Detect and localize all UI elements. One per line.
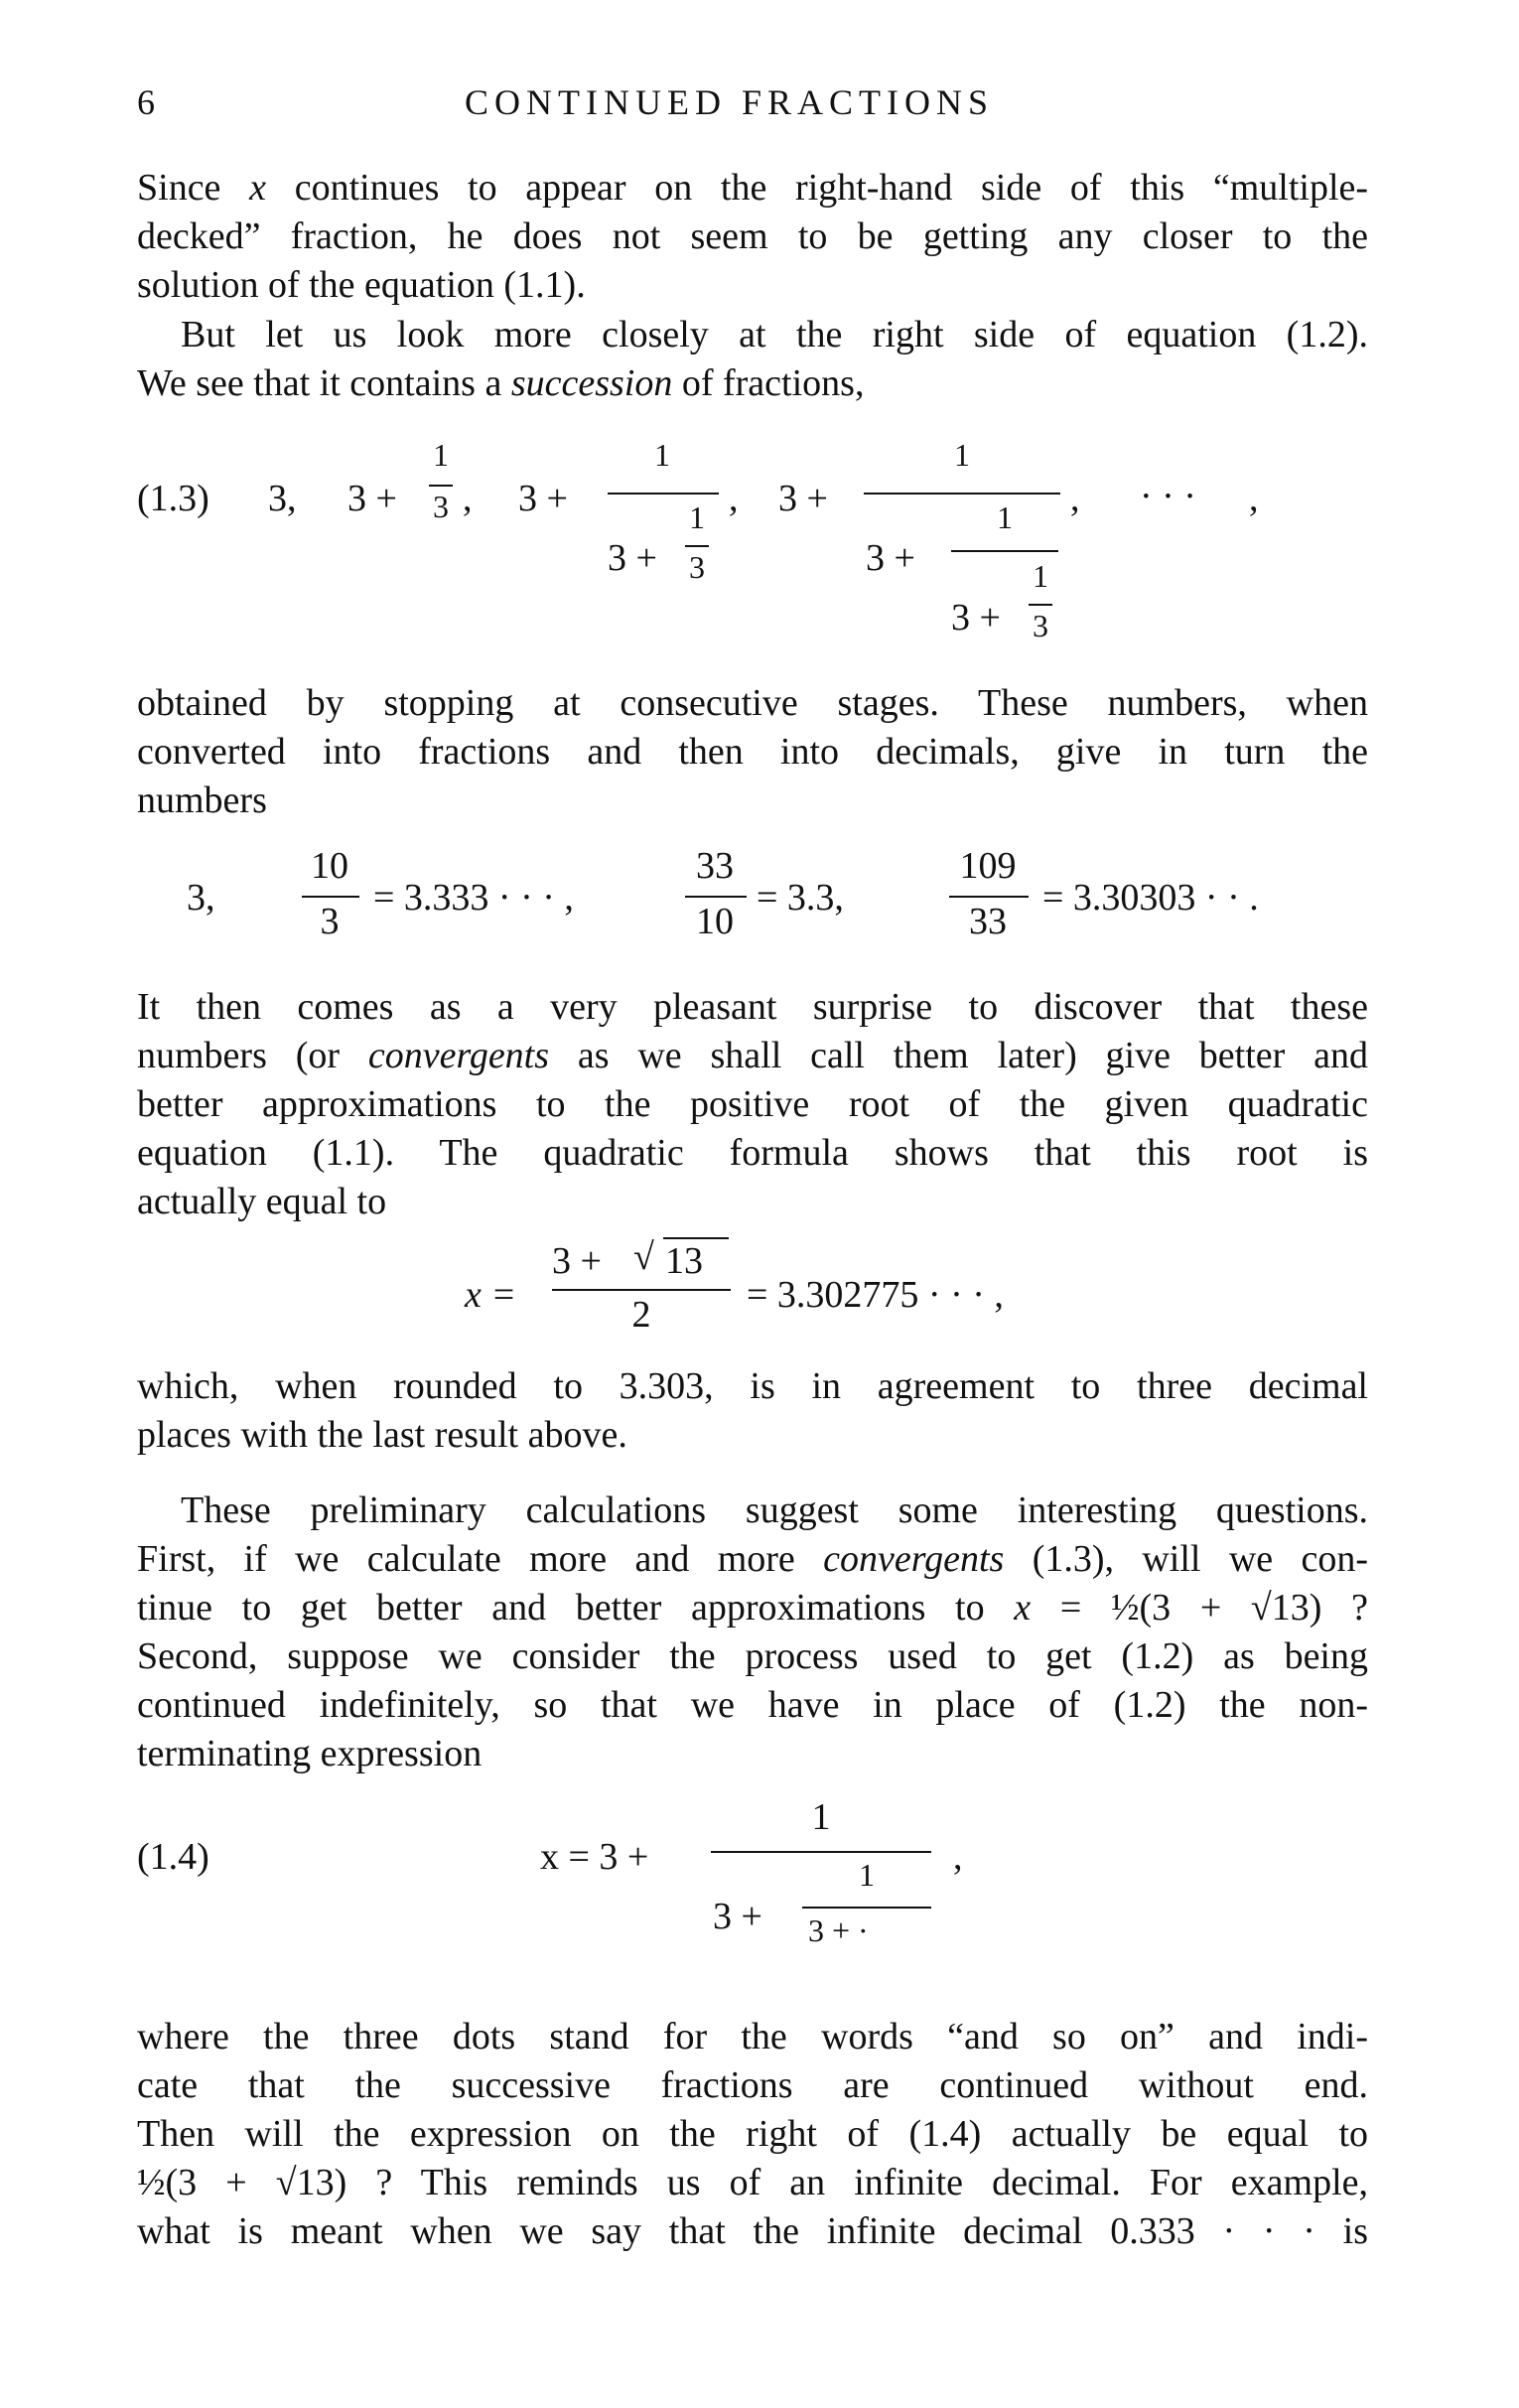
frac-2-num: 33 <box>696 845 734 887</box>
frac-2-den: 10 <box>696 901 734 942</box>
fraction-bar <box>711 1851 931 1853</box>
paragraph-3 <box>137 679 1368 825</box>
term-3-num: 1 <box>654 437 670 473</box>
root-num-a: 3 + <box>552 1240 602 1282</box>
separator: , <box>953 1836 963 1878</box>
page-header <box>137 81 1378 131</box>
fraction-bar <box>864 493 1060 495</box>
fraction-bar <box>608 493 719 495</box>
frac-1-value: = 3.333 · · · , <box>373 877 574 919</box>
frac-2-value: = 3.3, <box>757 877 844 919</box>
paragraph-1 <box>137 164 1368 310</box>
paragraph-4 <box>137 983 1368 1226</box>
fraction-bar <box>429 485 453 487</box>
text-line: where the three dots stand for the words “and so on” and indi- <box>137 2016 1368 2057</box>
text-line: which, when rounded to 3.303, is in agreement to three decimal <box>137 1365 1368 1407</box>
term-4-mid-num: 1 <box>997 499 1013 535</box>
frac-3-den: 33 <box>969 901 1007 942</box>
text-line: But let us look more closely at the right side of equation (1.2). <box>181 314 1368 355</box>
text-line: obtained by stopping at consecutive stages. These numbers, when <box>137 682 1368 724</box>
term-3-inner-plus: 3 + <box>608 537 657 579</box>
term-2-num: 1 <box>433 437 449 473</box>
text-line: what is meant when we say that the infinite decimal 0.333 · · · is <box>137 2210 1368 2252</box>
text-line: Then will the expression on the right of (1.4) actually be equal to <box>137 2113 1368 2155</box>
text-line: terminating expression <box>137 1733 483 1774</box>
frac-3-value: = 3.30303 · · . <box>1042 877 1259 919</box>
separator: , <box>1070 478 1080 519</box>
text-line: These preliminary calculations suggest some interesting questions. <box>181 1489 1368 1531</box>
radical-icon: √ <box>633 1236 654 1278</box>
eq14-num: 1 <box>811 1796 831 1838</box>
term-1: 3, <box>268 478 297 519</box>
fraction-bar <box>1029 604 1052 606</box>
text-line: cate that the successive fractions are continued without end. <box>137 2064 1368 2106</box>
fraction-bar <box>302 896 359 898</box>
paragraph-7 <box>137 2013 1368 2256</box>
eq14-inner-num: 1 <box>859 1857 875 1893</box>
paragraph-5 <box>137 1362 1368 1460</box>
text-line: ½(3 + √13) ? This reminds us of an infinite decimal. For example, <box>137 2162 1368 2203</box>
running-title: CONTINUED FRACTIONS <box>465 82 995 122</box>
separator: , <box>729 478 739 519</box>
value-3: 3, <box>187 877 215 919</box>
frac-1-den: 3 <box>320 901 340 942</box>
text-line: places with the last result above. <box>137 1414 627 1456</box>
text-line: better approximations to the positive root of the given quadratic <box>137 1083 1368 1125</box>
term-4-num: 1 <box>954 437 970 473</box>
fraction-bar <box>685 896 747 898</box>
term-2-den: 3 <box>433 489 449 524</box>
frac-1-num: 10 <box>311 845 348 887</box>
root-den: 2 <box>631 1294 651 1336</box>
text-line: continued indefinitely, so that we have in place of (1.2) the non- <box>137 1684 1368 1726</box>
text-line: solution of the equation (1.1). <box>137 264 586 306</box>
text-line: actually equal to <box>137 1181 387 1222</box>
eq14-mid: 3 + <box>713 1896 762 1937</box>
page-number: 6 <box>137 82 155 122</box>
term-3-inner-den: 3 <box>689 549 705 585</box>
text-line: numbers (or convergents as we shall call them later) give better and <box>137 1035 1368 1076</box>
text-line: Since x continues to appear on the right-hand side of this “multiple- <box>137 167 1369 209</box>
text-line: We see that it contains a succession of fractions, <box>137 362 865 404</box>
text-line: decked” fraction, he does not seem to be getting any closer to the <box>137 215 1368 257</box>
term-4-mid-plus: 3 + <box>866 537 915 579</box>
term-3-inner-num: 1 <box>689 499 705 535</box>
root-lhs: x = <box>465 1274 517 1316</box>
term-4-plus: 3 + <box>778 478 828 519</box>
text-line: Second, suppose we consider the process used to get (1.2) as being <box>137 1635 1368 1677</box>
text-line: equation (1.1). The quadratic formula shows that this root is <box>137 1132 1368 1174</box>
frac-3-num: 109 <box>959 845 1017 887</box>
term-4-inner-den: 3 <box>1033 608 1048 643</box>
term-4-inner-num: 1 <box>1033 558 1048 594</box>
term-2-plus: 3 + <box>347 478 397 519</box>
separator: , <box>463 478 473 519</box>
fraction-bar <box>552 1289 731 1291</box>
fraction-bar <box>951 550 1058 552</box>
text-line: tinue to get better and better approximations to x = ½(3 + √13) ? <box>137 1587 1368 1629</box>
paragraph-6 <box>137 1487 1368 1778</box>
term-3-plus: 3 + <box>518 478 568 519</box>
ellipsis: · · · <box>1140 476 1196 517</box>
eq14-lhs: x = 3 + <box>540 1836 649 1878</box>
separator: , <box>1249 478 1259 519</box>
text-line: numbers <box>137 779 267 821</box>
radicand: 13 <box>665 1240 703 1282</box>
paragraph-2 <box>137 311 1368 408</box>
eq14-inner: 3 + · <box>808 1912 869 1948</box>
fraction-bar <box>685 545 709 547</box>
equation-label: (1.4) <box>137 1836 209 1878</box>
text-line: It then comes as a very pleasant surprise to discover that these <box>137 986 1368 1028</box>
text-line: First, if we calculate more and more convergents (1.3), will we con- <box>137 1538 1368 1580</box>
fraction-bar <box>949 896 1029 898</box>
root-rhs: = 3.302775 · · · , <box>747 1274 1004 1316</box>
term-4-inner-plus: 3 + <box>951 597 1001 638</box>
fraction-bar <box>802 1907 931 1909</box>
text-line: converted into fractions and then into decimals, give in turn the <box>137 731 1368 773</box>
equation-label: (1.3) <box>137 478 209 519</box>
